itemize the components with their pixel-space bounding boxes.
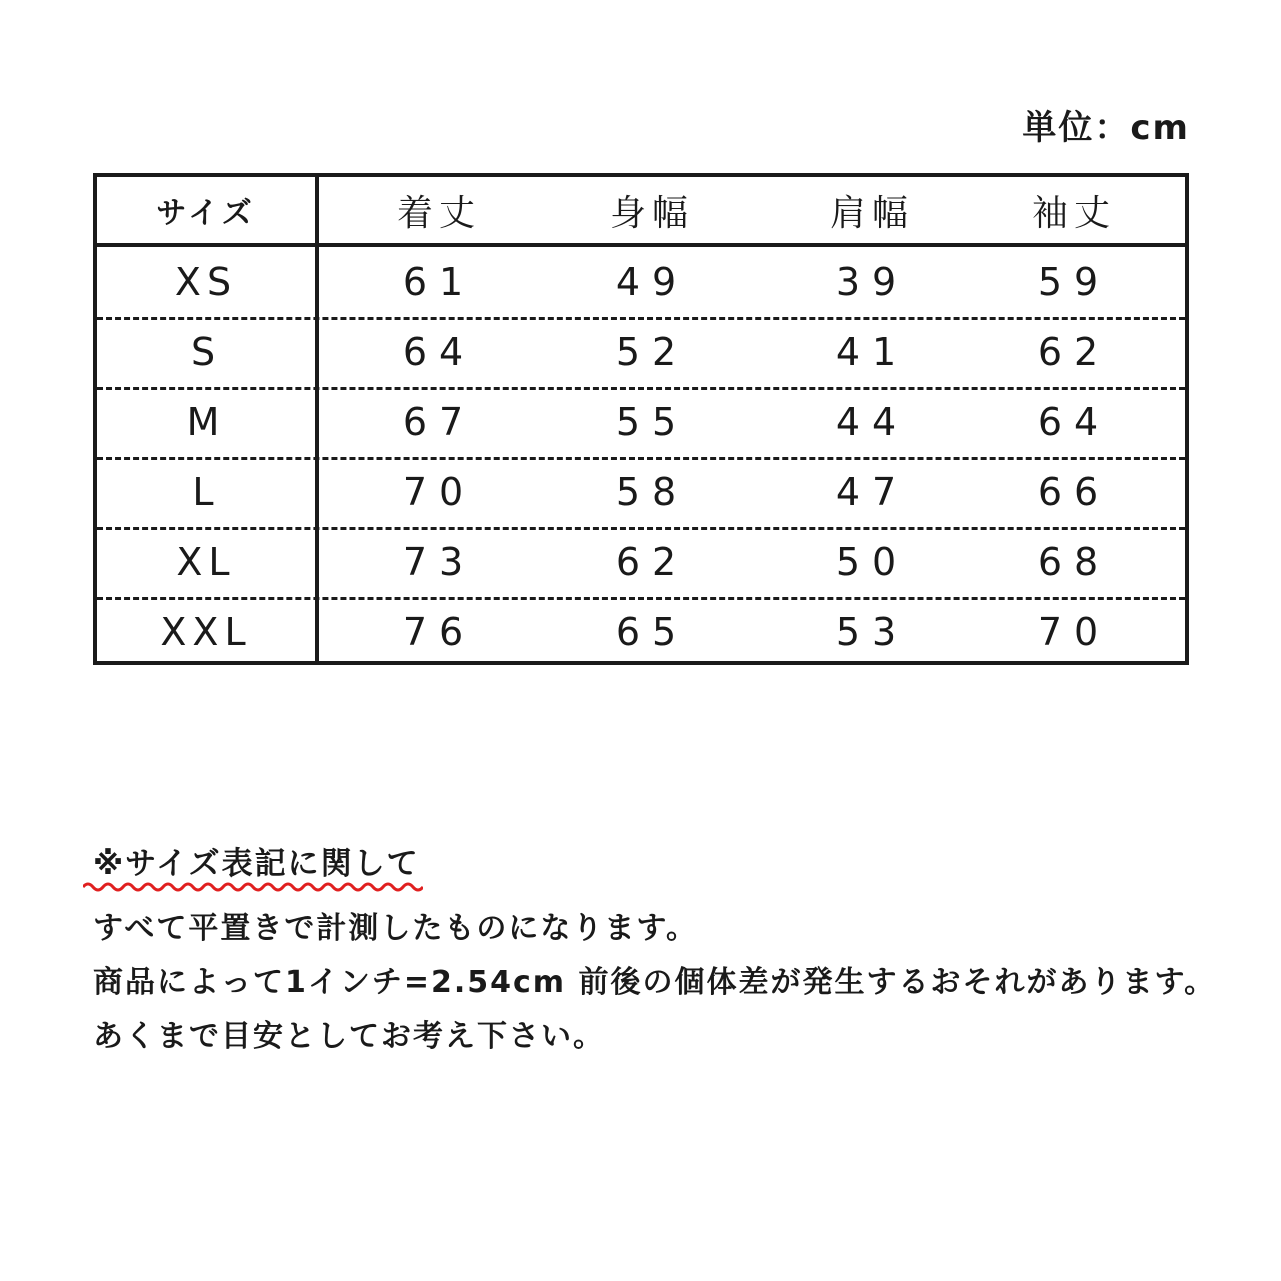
- note-line: すべて平置きで計測したものになります。: [93, 911, 698, 946]
- size-cell: XL: [176, 540, 236, 584]
- size-cell: L: [192, 470, 220, 514]
- value-cell: 67: [402, 400, 476, 444]
- value-cell: 62: [615, 540, 689, 584]
- value-cell: 39: [835, 260, 909, 304]
- size-notes: [93, 842, 1263, 1060]
- header-size: サイズ: [156, 196, 256, 231]
- size-table: [93, 173, 1189, 665]
- unit-label: 単位：cm: [1022, 108, 1190, 148]
- value-cell: 47: [835, 470, 909, 514]
- note-line: 商品によって1インチ=2.54cm 前後の個体差が発生するおそれがあります。: [93, 965, 1217, 1000]
- wavy-underline: [83, 880, 423, 894]
- value-cell: 62: [1037, 330, 1111, 374]
- value-cell: 58: [615, 470, 689, 514]
- header-shoulder-width: 肩幅: [829, 192, 914, 234]
- table-row: [97, 317, 1185, 390]
- column-divider: [315, 177, 319, 661]
- value-cell: 52: [615, 330, 689, 374]
- header-sleeve-length: 袖丈: [1031, 192, 1116, 234]
- value-cell: 66: [1037, 470, 1111, 514]
- notes-title: ※サイズ表記に関して: [93, 846, 420, 882]
- value-cell: 70: [402, 470, 476, 514]
- notes-title-wrap: [93, 842, 420, 886]
- table-row: [97, 387, 1185, 460]
- table-row: [97, 597, 1185, 667]
- table-row: [97, 457, 1185, 530]
- value-cell: 44: [835, 400, 909, 444]
- value-cell: 59: [1037, 260, 1111, 304]
- header-body-width: 身幅: [609, 192, 694, 234]
- table-header-row: [97, 177, 1185, 247]
- size-cell: S: [190, 330, 222, 374]
- value-cell: 76: [402, 610, 476, 654]
- value-cell: 53: [835, 610, 909, 654]
- value-cell: 68: [1037, 540, 1111, 584]
- value-cell: 61: [402, 260, 476, 304]
- size-cell: XS: [174, 260, 238, 304]
- value-cell: 64: [402, 330, 476, 374]
- table-row: [97, 247, 1185, 320]
- header-length: 着丈: [396, 192, 481, 234]
- table-row: [97, 527, 1185, 600]
- value-cell: 73: [402, 540, 476, 584]
- value-cell: 65: [615, 610, 689, 654]
- size-cell: M: [186, 400, 226, 444]
- value-cell: 41: [835, 330, 909, 374]
- value-cell: 70: [1037, 610, 1111, 654]
- size-cell: XXL: [160, 610, 252, 654]
- value-cell: 64: [1037, 400, 1111, 444]
- value-cell: 49: [615, 260, 689, 304]
- note-line: あくまで目安としてお考え下さい。: [93, 1019, 605, 1054]
- value-cell: 55: [615, 400, 689, 444]
- value-cell: 50: [835, 540, 909, 584]
